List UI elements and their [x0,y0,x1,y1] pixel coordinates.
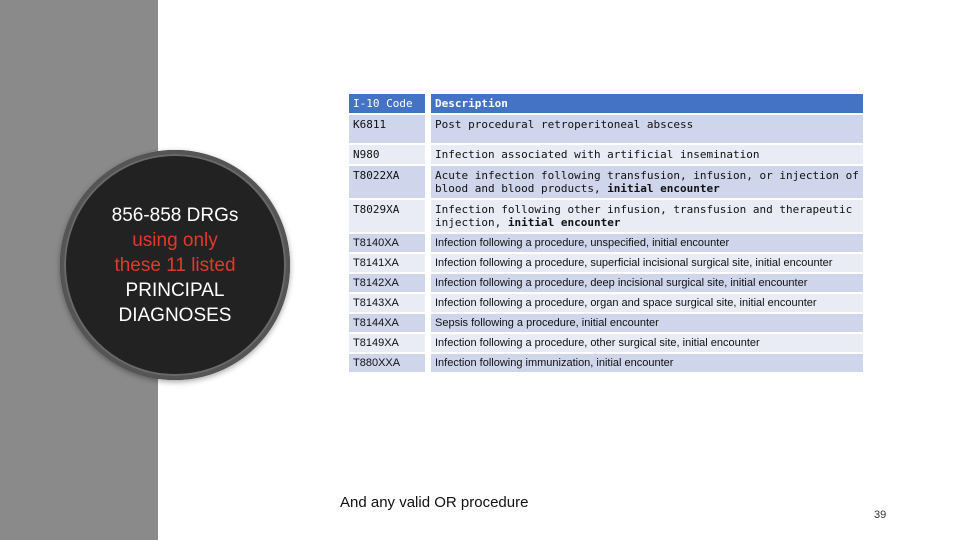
description-text: Infection following other infusion, transfusion and therapeutic injection, [435,203,853,229]
description-text: Infection following immunization, initial encounter [435,357,674,369]
code-cell: T8149XA [349,334,431,352]
code-cell: T8142XA [349,274,431,292]
table-row [349,234,863,252]
header-code: I-10 Code [349,94,431,113]
table-row [349,314,863,332]
code-cell: T8143XA [349,294,431,312]
table-row [349,274,863,292]
code-cell: T880XXA [349,354,431,372]
circle-line-2: using only [132,229,218,251]
description-cell [431,166,863,198]
footer-note: And any valid OR procedure [340,494,529,511]
description-text: Infection following a procedure, organ and space surgical site, initial encounter [435,297,817,309]
code-cell: N980 [349,145,431,164]
description-cell [431,254,863,272]
circle-line-4: PRINCIPAL [125,279,225,301]
page-number: 39 [874,509,887,521]
description-text: Acute infection following transfusion, infusion, or injection of blood and blood products, [435,169,859,195]
code-cell: K6811 [349,115,431,143]
description-cell [431,294,863,312]
code-cell: T8141XA [349,254,431,272]
circle-line-1: 856-858 DRGs [111,204,239,226]
circle-line-5: DIAGNOSES [118,304,232,326]
description-text: Post procedural retroperitoneal abscess [435,118,694,131]
description-cell [431,274,863,292]
table-row [349,294,863,312]
description-text: Sepsis following a procedure, initial encounter [435,317,659,329]
code-cell: T8140XA [349,234,431,252]
table-row [349,334,863,352]
table-header-row [349,94,863,113]
description-cell [431,334,863,352]
table-row [349,254,863,272]
table-row [349,166,863,198]
description-cell [431,200,863,232]
diagnosis-code-table [349,92,863,374]
table-row [349,354,863,372]
circle-line-3: these 11 listed [114,254,236,276]
code-cell: T8144XA [349,314,431,332]
description-cell [431,314,863,332]
table-row [349,145,863,164]
description-cell [431,145,863,164]
description-bold-text: initial encounter [507,216,621,229]
description-cell [431,354,863,372]
description-text: Infection following a procedure, other surgical site, initial encounter [435,337,760,349]
description-text: Infection following a procedure, superficial incisional surgical site, initial encounter [435,257,833,269]
table-row [349,200,863,232]
table-row [349,115,863,143]
description-text: Infection following a procedure, deep incisional surgical site, initial encounter [435,277,808,289]
description-bold-text: initial encounter [607,182,720,195]
summary-circle [60,150,290,380]
description-cell [431,115,863,143]
header-description: Description [431,94,863,113]
description-cell [431,234,863,252]
code-cell: T8029XA [349,200,431,232]
description-text: Infection following a procedure, unspecified, initial encounter [435,237,730,249]
code-cell: T8022XA [349,166,431,198]
description-text: Infection associated with artificial insemination [435,148,760,161]
